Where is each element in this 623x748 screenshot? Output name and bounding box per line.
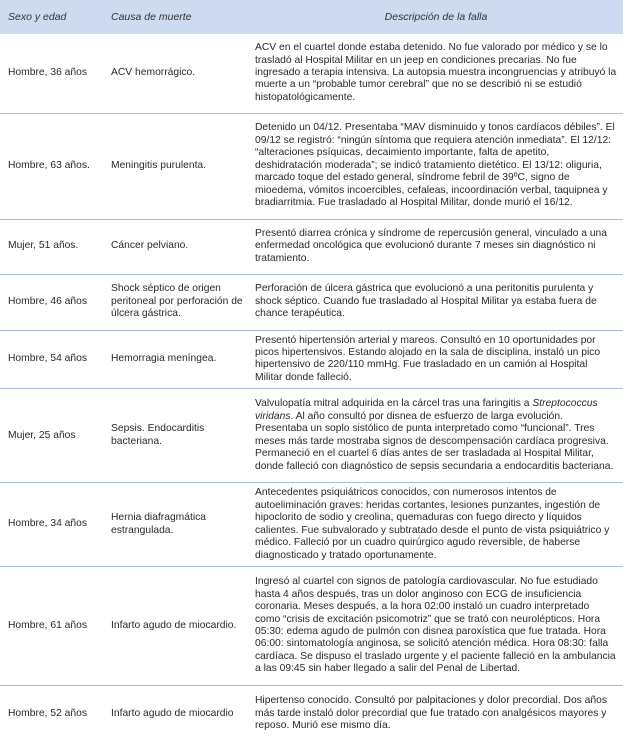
cause-cell: ACV hemorrágico. (103, 34, 249, 113)
cause-cell: Infarto agudo de miocardio. (103, 567, 249, 686)
cause-cell: Hernia diafragmática estrangulada. (103, 483, 249, 567)
description-cell (249, 389, 623, 483)
cause-cell: Shock séptico de origen peritoneal por perforación de úlcera gástrica. (103, 274, 249, 330)
sex-age-cell: Hombre, 63 años. (0, 113, 103, 219)
sex-age-cell: Hombre, 52 años (8, 707, 87, 719)
description-cell: Presentó diarrea crónica y síndrome de repercusión general, vinculado a una enfermedad oncológica que evolucionó durante 7 meses sin diagnóstico ni tratamiento. (249, 219, 623, 274)
table-row (0, 567, 623, 686)
description-cell: Perforación de úlcera gástrica que evolucionó a una peritonitis purulenta y shock séptico. Cuando fue trasladado al Hospital Militar ya estaba fuera de chance terapéutica. (249, 274, 623, 330)
cause-cell: Hemorragia meníngea. (103, 330, 249, 389)
cause-cell: Sepsis. Endocarditis bacteriana. (103, 389, 249, 483)
description-text: Valvulopatía mitral adquirida en la cárcel tras una faringitis a (255, 398, 533, 410)
sex-age-cell: Hombre, 36 años (0, 34, 103, 113)
table-header-row (0, 0, 623, 34)
table-row (0, 483, 623, 567)
description-cell: Hipertenso conocido. Consultó por palpitaciones y dolor precordial. Dos años más tarde instaló dolor precordial que fue tratado con analgésicos mayores y reposo. Murió ese mismo día. (255, 695, 608, 731)
table-row (0, 219, 623, 274)
description-cell: Detenido un 04/12. Presentaba “MAV disminuido y tonos cardíacos débiles”. El 09/12 se registró: “ningún síntoma que requiera atención inmediata”. El 12/12: “alteraciones psíquicas, decaimiento importante, falta de apetito, deshidratación moderada”; se indicó tratamiento dietético. El 13/12: oliguria, marcado toque del estado general, síndrome febril de 39ºC, signo de mioedema, vómitos incoercibles, cefaleas, incoordinación verbal, taquipnea y bradiarritmia. Fue trasladado al Hospital Militar, donde murió el 16/12. (249, 113, 623, 219)
table-row (0, 274, 623, 330)
cause-cell: Infarto agudo de miocardio (111, 707, 234, 719)
sex-age-cell: Hombre, 34 años (0, 483, 103, 567)
description-text: . Al año consultó por disnea de esfuerzo de larga evolución. Presentaba un soplo sistólico de punta interpretado como “funcional”. Tres meses más tarde mostraba signos de descompensación cardíaca progresiva. Permaneció en el cuartel 6 días antes de ser trasladada al Hospital Militar, donde falleció con diagnóstico de sepsis secundaria a endocarditis bacteriana. (255, 410, 614, 472)
description-cell: ACV en el cuartel donde estaba detenido. No fue valorado por médico y se lo trasladó al Hospital Militar en un jeep en condiciones precarias. No fue ingresado a terapia intensiva. La autopsia muestra incongruencias y atribuyó la muerte a un “probable tumor cerebral” que no se describió ni se estudió histopatológicamente. (249, 34, 623, 113)
cause-cell: Meningitis purulenta. (103, 113, 249, 219)
sex-age-cell: Mujer, 25 años (0, 389, 103, 483)
sex-age-cell: Hombre, 61 años (0, 567, 103, 686)
header-sex-age: Sexo y edad (0, 0, 103, 34)
table-row (0, 686, 623, 742)
table-row (0, 113, 623, 219)
description-cell: Ingresó al cuartel con signos de patología cardiovascular. No fue estudiado hasta 4 años después, tras un dolor anginoso con ECG de insuficiencia coronaria. Meses después, a la hora 02:00 instaló un cuadro interpretado como “crisis de excitación psicomotriz” que se trató con neurolépticos. Hora 05:30: edema agudo de pulmón con disnea paroxística que fue tratada. Hora 06:00: sintomatología anginosa, se solicitó atención médica. Hora 08:30: falla cardíaca. Se dispuso el traslado urgente y el paciente falleció en la ambulancia a las 09:45 sin haber llegado a salir del Penal de Libertad. (249, 567, 623, 686)
cause-cell: Cáncer pelviano. (103, 219, 249, 274)
table-row (0, 330, 623, 389)
sex-age-cell: Mujer, 51 años. (0, 219, 103, 274)
header-cause: Causa de muerte (103, 0, 249, 34)
table-row (0, 34, 623, 113)
sex-age-cell: Hombre, 54 años (0, 330, 103, 389)
sex-age-cell: Hombre, 46 años (0, 274, 103, 330)
organism-name: Streptococcus viridans (255, 398, 598, 422)
table-row (0, 389, 623, 483)
description-cell: Presentó hipertensión arterial y mareos. Consultó en 10 oportunidades por picos hipertensivos. Estando alojado en la sala de disciplina, instaló un pico hipertensivo de 220/110 mmHg. Fue trasladado en un camión al Hospital Militar donde falleció. (249, 330, 623, 389)
description-cell: Antecedentes psiquiátricos conocidos, con numerosos intentos de autoeliminación graves: heridas cortantes, lesiones punzantes, ingestión de hipoclorito de sodio y creolina, quemaduras con fuego directo y líquidos calientes. Fue subvalorado y subtratado desde el punto de vista psiquiátrico y médico. Falleció por un cuadro quirúrgico agudo reversible, de haberse diagnosticado y tratado oportunamente. (249, 483, 623, 567)
header-description: Descripción de la falla (249, 0, 623, 34)
